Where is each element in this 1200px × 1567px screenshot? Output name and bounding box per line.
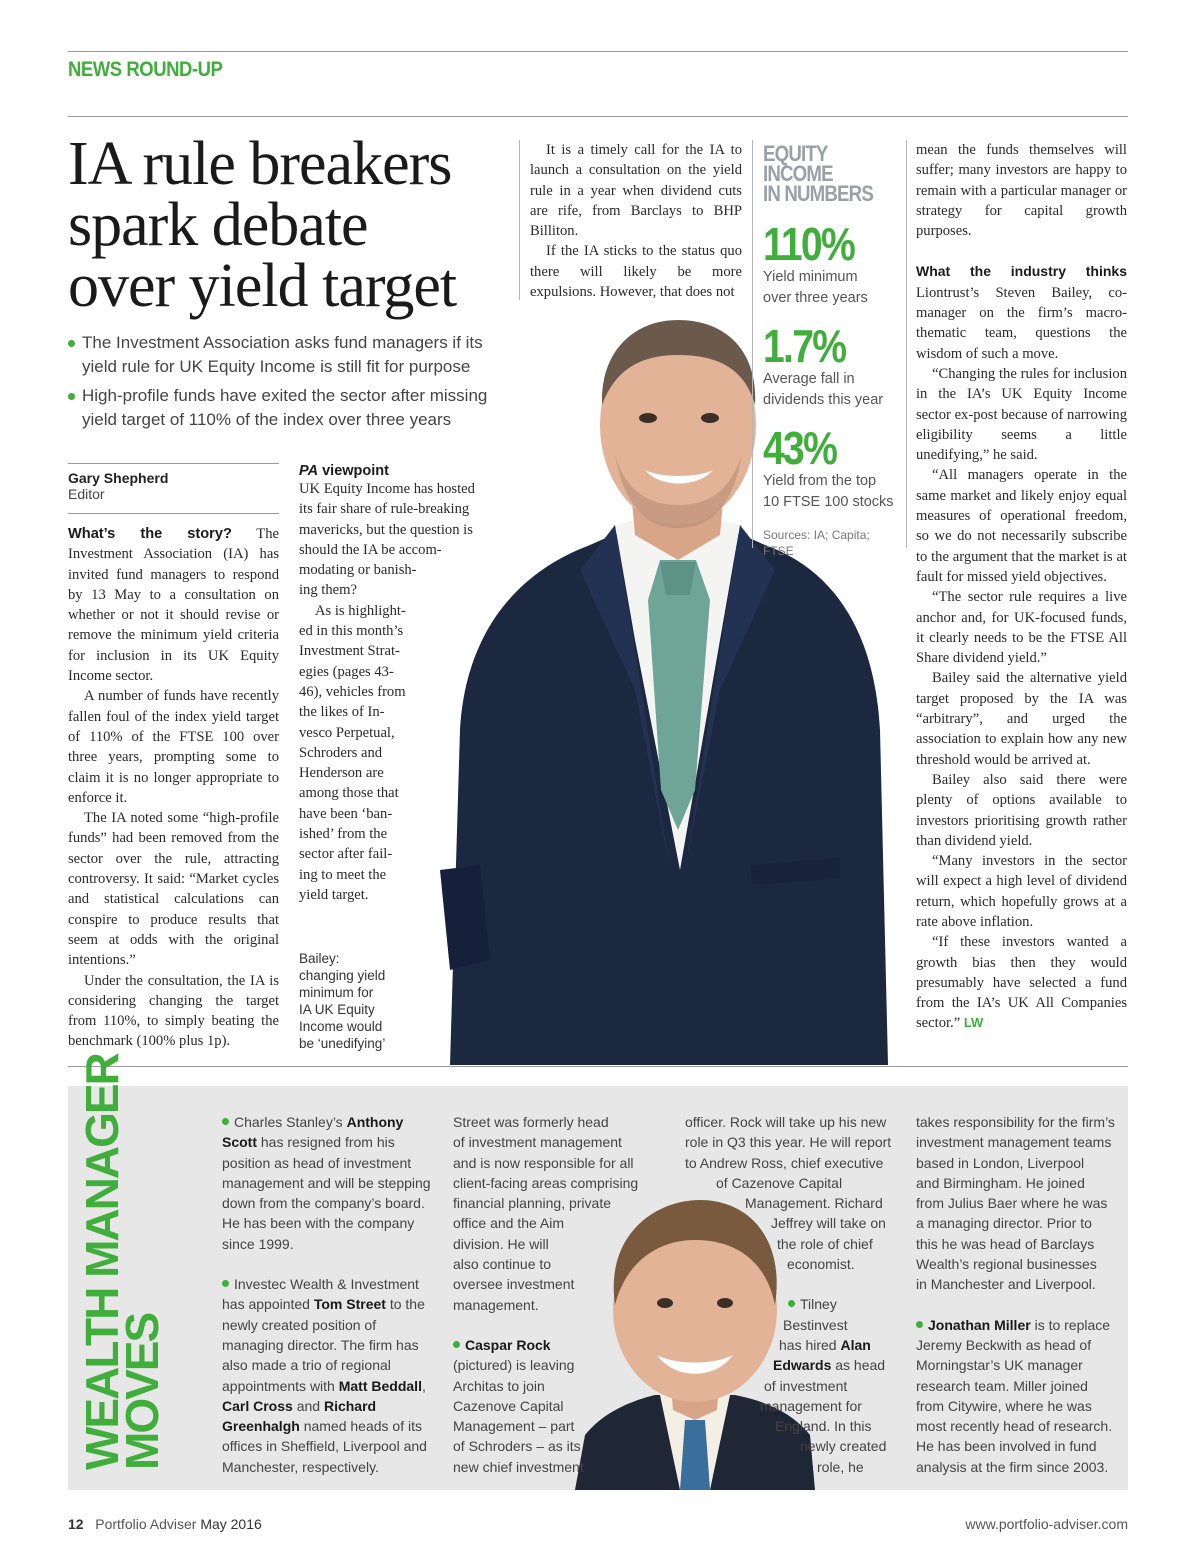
wealth-col-3: officer. Rock will take up his new role in Q3 this year. He will report to Andrew Ross, chief executive of Cazenove Capital Management. Richard Jeffrey will take on the role of chief economist. Tilney Bestinvest has hired Alan Edwards as head of investment management for England. In this newly created role, he	[685, 1114, 892, 1475]
equity-title: EQUITY INCOME IN NUMBERS	[763, 141, 873, 206]
photo-caption: Bailey: changing yield minimum for IA UK Equity Income would be ‘unedifying’	[299, 951, 386, 1051]
publication-name: Portfolio Adviser	[95, 1516, 197, 1532]
stat-desc: Average fall in dividends this year	[763, 371, 884, 408]
section-label: NEWS ROUND-UP	[68, 58, 223, 81]
author-initials: LW	[963, 1015, 984, 1031]
page-number: 12	[68, 1516, 84, 1532]
byline	[68, 470, 168, 502]
equity-divider-right	[906, 140, 907, 548]
article-col-3: It is a timely call for the IA to launch a consultation on the yield rule in a year when dividend cuts are rife, from Barclays to BHP Billiton. If the IA sticks to the status quo there will likely be more expulsions. However, that does not	[530, 142, 742, 301]
bullet-icon	[916, 1321, 923, 1328]
bullet-icon	[68, 393, 75, 400]
top-rule	[68, 51, 1128, 52]
equity-income-box	[763, 141, 903, 559]
article-col-5: mean the funds themselves will suffer; many investors are happy to remain with a particular manager or strategy for capital growth purposes. What the industry thinks Liontrust’s Steven Bailey, co-manager on the firm’s macro-thematic team, questions the wisdom of such a move. “Changing the rules for inclusion in the IA’s UK Equity Income sector ex-post because of narrowing eligibility seems a little unedifying,” he said. “All managers operate in the same market and likely enjoy equal measures of operational freedom, so we do not necessarily subscribe to the argument that the market is at fault for missed yield objectives. “The sector rule requires a live anchor and, for UK-focused funds, it clearly needs to be the FTSE All Share dividend yield.” Bailey said the alternative yield target proposed by the IA was “arbitrary”, and urged the association to explain how any new threshold would be arrived at. Bailey also said there were plenty of options available to investors prioritising growth rather than dividend yield. “Many investors in the sector will expect a high level of dividend return, which hopefully grows at a rate above inflation. “If these investors wanted a growth bias then they would presumably have selected a fund from the IA’s UK All Companies sector.” LW	[916, 142, 1127, 1032]
wealth-col-1: Charles Stanley’s Anthony Scott has resigned from his position as head of investment management and will be stepping down from the company’s board. He has been with the company since 1999. Investec Wealth & Investment has appointed Tom Street to the newly created position of managing director. The firm has also made a trio of regional appointments with Matt Beddall, Carl Cross and Richard Greenhalgh named heads of its offices in Sheffield, Liverpool and Manchester, respectively.	[222, 1114, 431, 1475]
byline-rule	[68, 463, 279, 464]
bullet-icon	[222, 1118, 229, 1125]
stat-value: 1.7%	[763, 320, 846, 372]
byline-role: Editor	[68, 486, 105, 502]
byline-rule-bottom	[68, 513, 279, 514]
headline: IA rule breakers spark debate over yield target	[68, 130, 457, 320]
industry-lead: What the industry thinks	[916, 263, 1127, 280]
byline-name: Gary Shepherd	[68, 470, 169, 486]
bullet-icon	[222, 1280, 229, 1287]
footer-left	[68, 1516, 262, 1532]
standfirst-bullet: The Investment Association asks fund managers if its yield rule for UK Equity Income is still fit for purpose	[68, 331, 508, 379]
column-divider	[519, 140, 520, 300]
stat-desc: Yield from the top 10 FTSE 100 stocks	[763, 473, 894, 510]
issue-date: May 2016	[200, 1516, 262, 1532]
bullet-icon	[68, 340, 75, 347]
viewpoint-heading: PA viewpoint	[299, 463, 389, 479]
wealth-title: WEALTH MANAGER MOVES	[76, 1054, 168, 1470]
article-col-1: What’s the story? The Investment Association (IA) has invited fund managers to respond by 13 May to a consultation on whether or not it should revise or remove the minimum yield criteria for inclusion in its UK Equity Income sector. A number of funds have recently fallen foul of the index yield target of 110% of the FTSE 100 over three years, prompting some to claim it is no longer appropriate to enforce it. The IA noted some “high-profile funds” had been removed from the sector over the rule, attracting controversy. It said: “Market cycles and statistical calculations can conspire to produce results that seem at odds with the original intentions.” Under the consultation, the IA is considering changing the target from 110%, to simply beating the benchmark (100% plus 1p).	[68, 526, 279, 1050]
story-lead: What’s the story?	[68, 526, 232, 542]
stat-value: 110%	[763, 218, 855, 270]
bullet-icon	[453, 1341, 460, 1348]
equity-divider-left	[752, 140, 753, 548]
wealth-col-4: takes responsibility for the firm’s investment management teams based in London, Liverpool and Birmingham. He joined from Julius Baer where he was a managing director. Prior to this he was head of Barclays Wealth’s regional businesses in Manchester and Liverpool. Jonathan Miller is to replace Jeremy Beckwith as head of Morningstar’s UK manager research team. Miller joined from Citywire, where he was most recently head of research. He has been involved in fund analysis at the firm since 2003.	[916, 1114, 1115, 1475]
wealth-col-2: Street was formerly head of investment management and is now responsible for all client-facing areas comprising financial planning, private office and the Aim division. He will also continue to oversee investment management. Caspar Rock (pictured) is leaving Architas to join Cazenove Capital Management – part of Schroders – as its new chief investment	[453, 1114, 639, 1475]
article-bottom-rule	[68, 1066, 1128, 1067]
standfirst-bullet: High-profile funds have exited the sector after missing yield target of 110% of the index over three years	[68, 384, 508, 432]
equity-sources: Sources: IA; Capita; FTSE	[763, 528, 870, 558]
stat-desc: Yield minimum over three years	[763, 269, 868, 306]
viewpoint-body: UK Equity Income has hosted its fair share of rule-breaking mavericks, but the question is should the IA be accom- modating or banish- ing them? As is highlight- ed in this month’s Investment Strat- egies (pages 43- 46), vehicles from the likes of In- vesco Perpetual, Schroders and Henderson are among those that have been ‘ban- ished’ from the sector after fail- ing to meet the yield target.	[299, 481, 475, 903]
header-rule	[68, 116, 1128, 117]
stat-value: 43%	[763, 422, 837, 474]
footer-url: www.portfolio-adviser.com	[965, 1516, 1128, 1532]
bullet-icon	[788, 1300, 795, 1307]
